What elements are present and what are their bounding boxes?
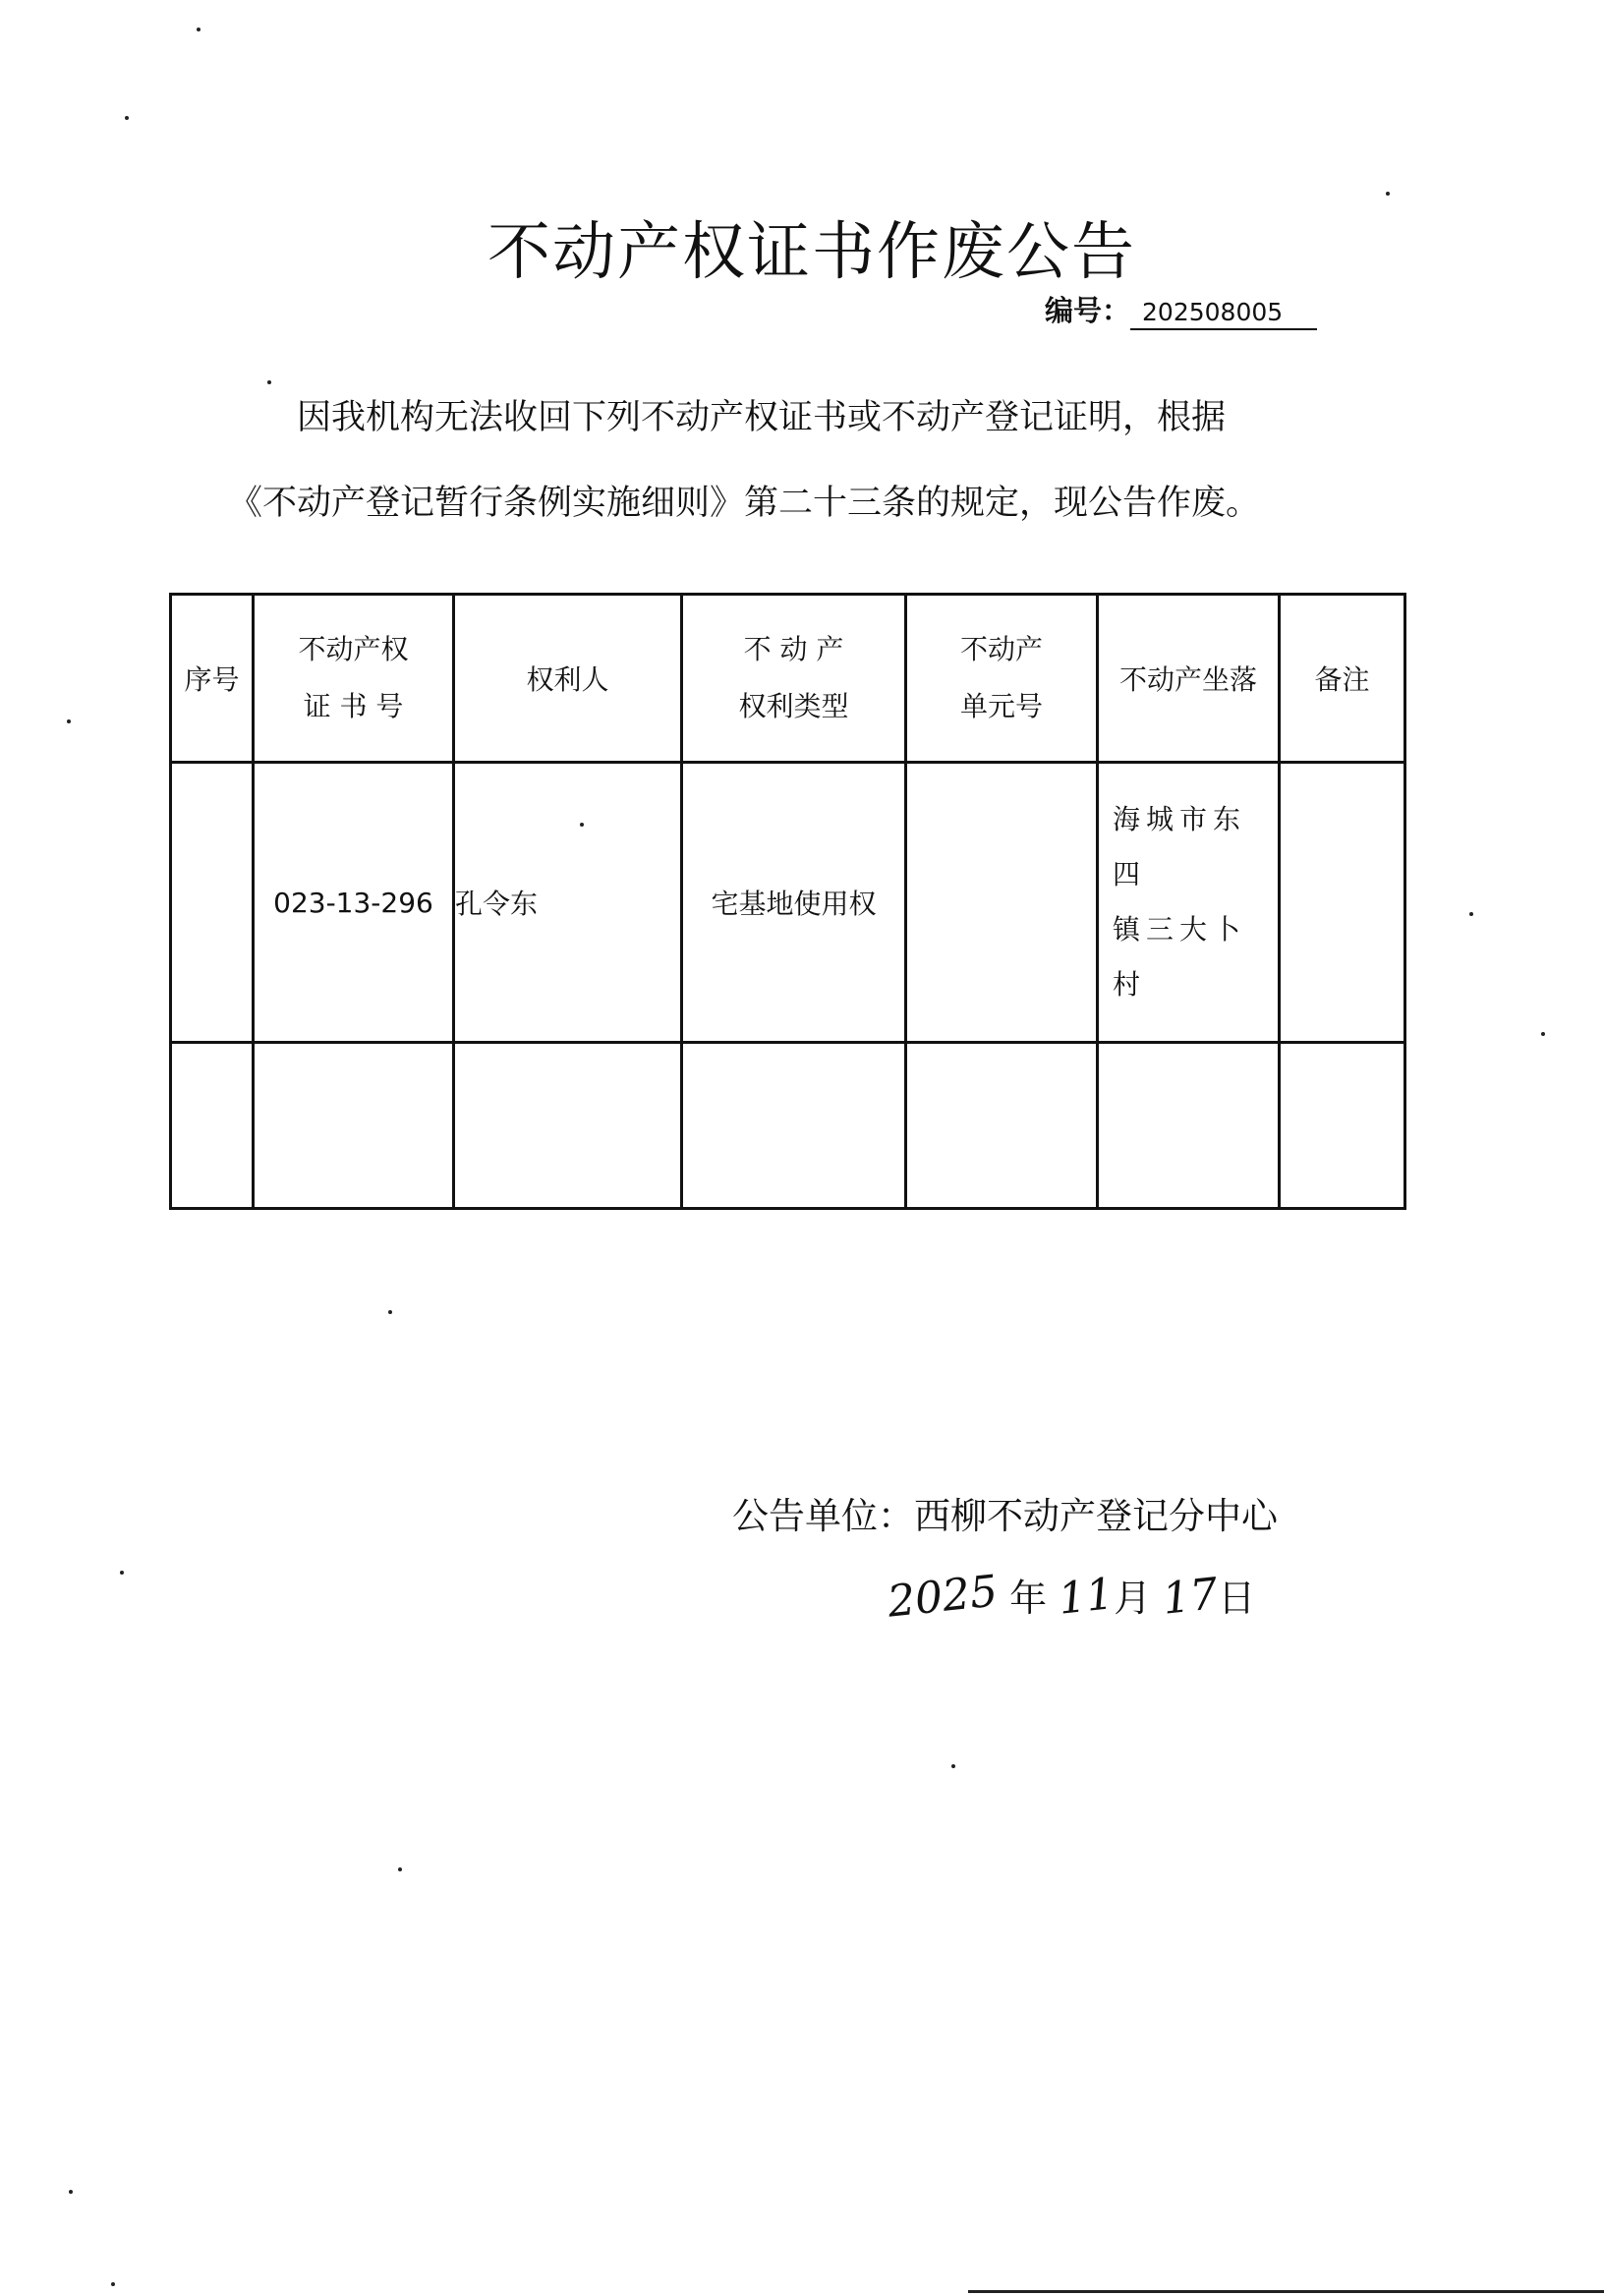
empty-cell <box>254 1043 454 1209</box>
header-right-type-line1: 不 动 产 <box>743 633 844 665</box>
header-right-type-line2: 权利类型 <box>738 690 849 722</box>
header-unit-no-line2: 单元号 <box>959 690 1043 722</box>
scan-speck <box>67 719 71 723</box>
table-row-empty <box>171 1043 1405 1209</box>
date-year-handwritten: 2025 <box>885 1566 1001 1628</box>
document-number-label: 编号： <box>1045 294 1131 327</box>
page-title: 不动产权证书作废公告 <box>487 216 1136 289</box>
date-day-handwritten: 17 <box>1160 1569 1221 1625</box>
scan-speck <box>1541 1032 1545 1036</box>
scan-speck <box>267 380 271 384</box>
empty-cell <box>1098 1043 1280 1209</box>
scan-speck <box>398 1867 402 1871</box>
header-seq: 序号 <box>171 595 254 763</box>
header-right-type <box>682 595 906 763</box>
date-year-unit: 年 <box>1009 1577 1048 1620</box>
cell-location-line2: 镇三大卜村 <box>1113 913 1247 1001</box>
cell-unit-no <box>906 763 1098 1043</box>
scan-speck <box>1469 912 1473 916</box>
certificate-table <box>169 593 1406 1210</box>
cell-holder: 孔令东 <box>454 763 682 1043</box>
header-cert-no-line2: 证 书 号 <box>303 690 404 722</box>
date-month-handwritten: 11 <box>1056 1569 1117 1625</box>
date-month-unit: 月 <box>1114 1577 1152 1620</box>
cell-seq <box>171 763 254 1043</box>
scan-speck <box>69 2190 73 2194</box>
document-number-value: 202508005 <box>1130 298 1317 330</box>
empty-cell <box>1280 1043 1405 1209</box>
date-day-unit: 日 <box>1218 1577 1256 1620</box>
scan-edge-line <box>968 2290 1604 2293</box>
header-unit-no-line1: 不动产 <box>959 633 1043 665</box>
cell-right-type: 宅基地使用权 <box>682 763 906 1043</box>
empty-cell <box>906 1043 1098 1209</box>
body-line-1: 因我机构无法收回下列不动产权证书或不动产登记证明，根据 <box>297 398 1227 437</box>
document-number <box>1045 289 1317 330</box>
cell-remarks <box>1280 763 1405 1043</box>
scan-speck <box>197 28 200 31</box>
scan-speck <box>120 1571 124 1575</box>
header-holder: 权利人 <box>454 595 682 763</box>
issue-date <box>885 1566 1256 1628</box>
cell-location <box>1098 763 1280 1043</box>
header-remarks: 备注 <box>1280 595 1405 763</box>
table-header-row <box>171 595 1405 763</box>
empty-cell <box>171 1043 254 1209</box>
header-location: 不动产坐落 <box>1098 595 1280 763</box>
header-cert-no-line1: 不动产权 <box>298 633 409 665</box>
scan-speck <box>1386 192 1390 196</box>
scan-speck <box>951 1764 955 1768</box>
issuer: 公告单位：西柳不动产登记分中心 <box>732 1495 1278 1537</box>
header-unit-no <box>906 595 1098 763</box>
empty-cell <box>454 1043 682 1209</box>
header-cert-no <box>254 595 454 763</box>
empty-cell <box>682 1043 906 1209</box>
cell-cert-no: 023-13-296 <box>254 763 454 1043</box>
scan-speck <box>125 116 129 120</box>
scan-speck <box>111 2282 115 2286</box>
scan-speck <box>388 1310 392 1314</box>
body-line-2: 《不动产登记暂行条例实施细则》第二十三条的规定，现公告作废。 <box>228 484 1261 523</box>
cell-location-line1: 海城市东四 <box>1113 803 1247 890</box>
table-row <box>171 763 1405 1043</box>
